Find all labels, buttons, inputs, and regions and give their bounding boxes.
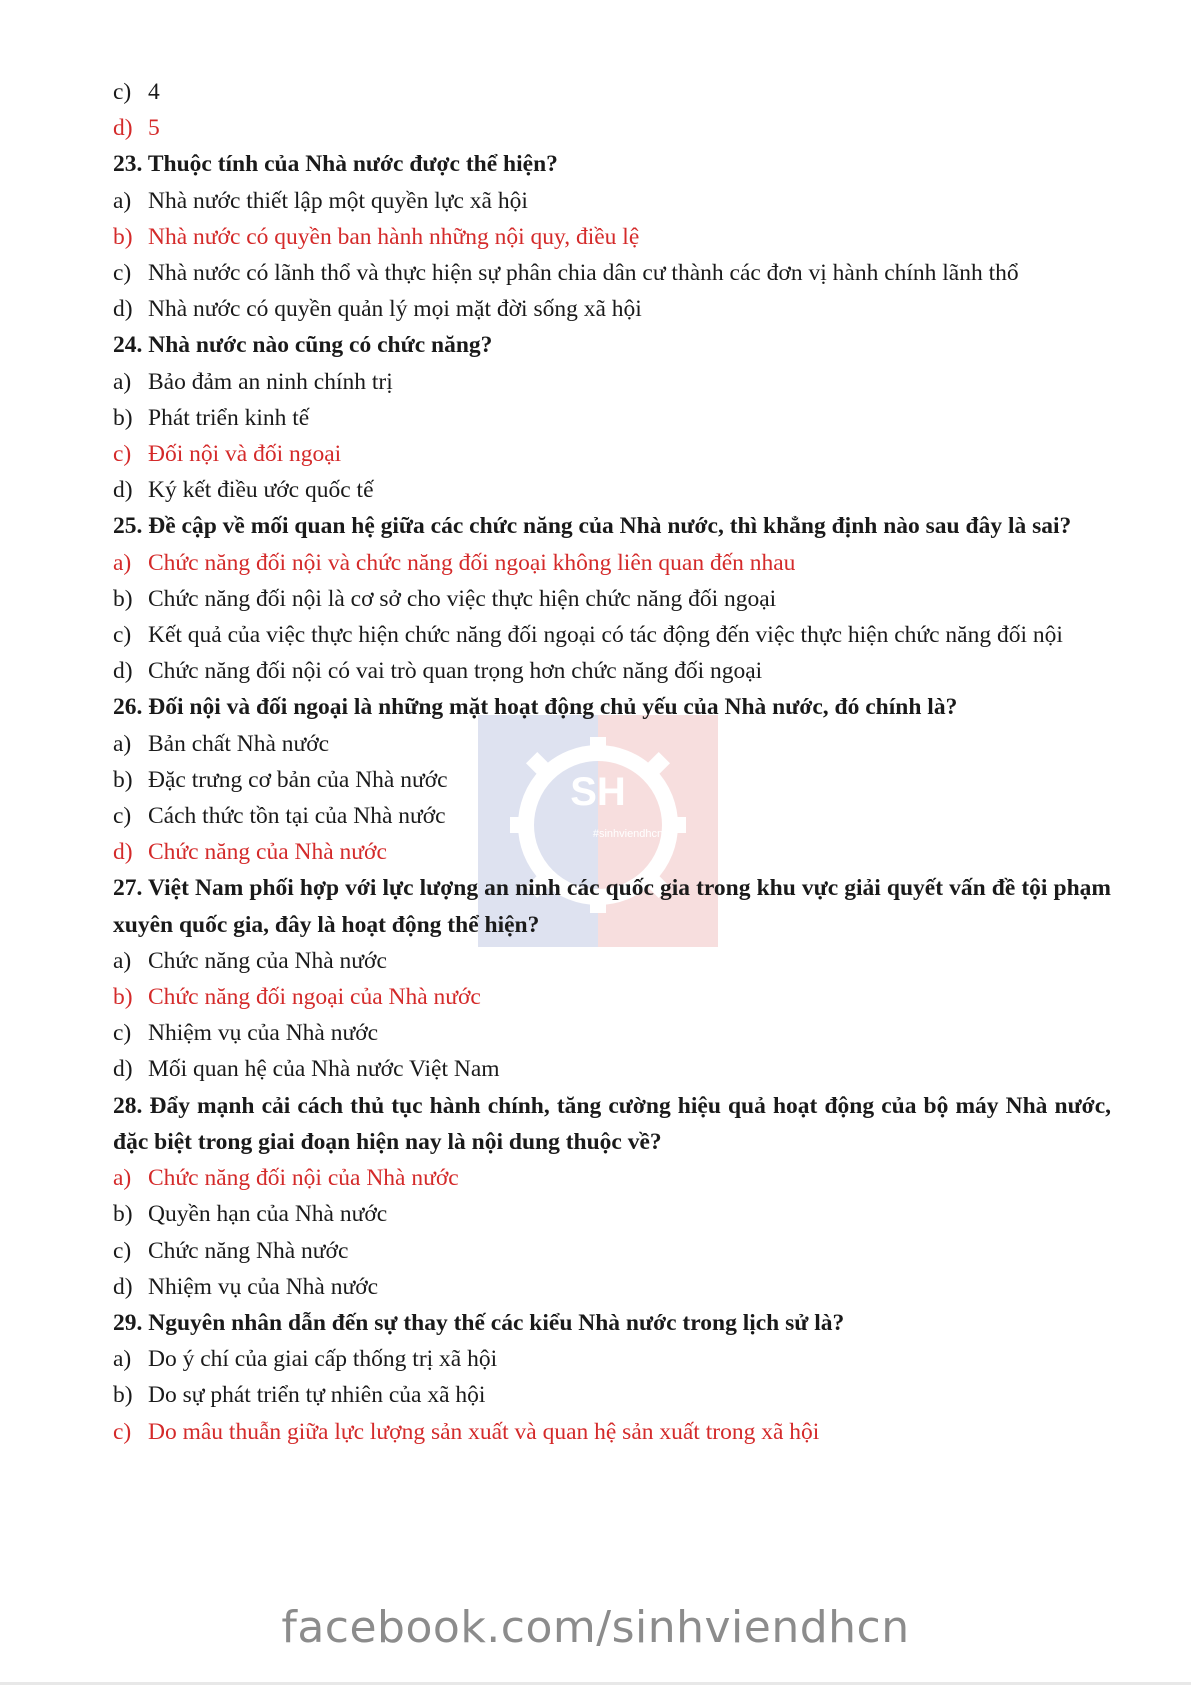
option-text: Mối quan hệ của Nhà nước Việt Nam [148,1056,500,1083]
option-letter: d) [113,115,133,142]
answer-option [113,364,1111,400]
footer-facebook-link[interactable]: facebook.com/sinhviendhcn [281,1602,910,1653]
option-text: Chức năng Nhà nước [148,1237,349,1264]
answer-option [113,653,1111,689]
quiz-content [113,74,1111,1450]
option-letter: a) [113,549,132,576]
answer-option-correct [113,1160,1111,1196]
option-text: Nhà nước có lãnh thổ và thực hiện sự phân chia dân cư thành các đơn vị hành chính lãnh thổ [148,260,1019,287]
option-text: Phát triển kinh tế [148,404,310,431]
option-letter: c) [113,803,132,830]
option-text: Nhà nước có quyền quản lý mọi mặt đời sống xã hội [148,296,642,323]
option-text: Do ý chí của giai cấp thống trị xã hội [148,1346,498,1373]
answer-option-correct [113,834,1111,870]
answer-option-correct [113,545,1111,581]
answer-option [113,1341,1111,1377]
option-text: Nhà nước có quyền ban hành những nội quy, điều lệ [148,223,640,250]
question-heading: 29. Nguyên nhân dẫn đến sự thay thế các kiểu Nhà nước trong lịch sử là? [113,1309,845,1336]
answer-option [113,726,1111,762]
option-letter: a) [113,368,132,395]
answer-option-correct [113,1414,1111,1450]
question-heading: 26. Đối nội và đối ngoại là những mặt hoạt động chủ yếu của Nhà nước, đó chính là? [113,694,958,721]
answer-option [113,1196,1111,1232]
answer-option [113,798,1111,834]
answer-option [113,1015,1111,1051]
option-text: Nhà nước thiết lập một quyền lực xã hội [148,187,528,214]
option-letter: b) [113,585,133,612]
option-text: 4 [148,79,160,105]
option-letter: b) [113,766,133,793]
option-letter: b) [113,404,133,431]
option-text: Chức năng đối nội và chức năng đối ngoại không liên quan đến nhau [148,549,796,576]
answer-option-correct [113,219,1111,255]
answer-option [113,1377,1111,1413]
option-text: Chức năng của Nhà nước [148,839,387,866]
answer-option [113,255,1111,291]
option-text: Đặc trưng cơ bản của Nhà nước [148,766,448,793]
option-letter: c) [113,1020,132,1047]
option-text: 5 [148,115,160,142]
option-text: Chức năng đối nội là cơ sở cho việc thực hiện chức năng đối ngoại [148,585,777,612]
watermark-logo-letters: SH [570,770,626,814]
option-text: Chức năng đối nội của Nhà nước [148,1165,459,1192]
answer-option [113,943,1111,979]
option-letter: d) [113,477,133,504]
answer-option [113,1233,1111,1269]
option-text: Do mâu thuẫn giữa lực lượng sản xuất và quan hệ sản xuất trong xã hội [148,1418,820,1445]
option-letter: a) [113,1165,132,1192]
answer-option [113,1051,1111,1087]
answer-option [113,291,1111,327]
option-letter: c) [113,1418,132,1445]
answer-option [113,74,1111,110]
answer-option [113,581,1111,617]
option-letter: c) [113,260,132,287]
option-letter: c) [113,1237,132,1264]
answer-option [113,617,1111,653]
answer-option-correct [113,979,1111,1015]
option-letter: d) [113,296,133,323]
option-text: Kết quả của việc thực hiện chức năng đối ngoại có tác động đến việc thực hiện chức năng đối nội [148,622,1063,649]
option-letter: a) [113,1346,132,1373]
option-letter: a) [113,187,132,214]
option-letter: b) [113,984,133,1011]
option-text: Cách thức tồn tại của Nhà nước [148,803,446,830]
option-letter: c) [113,622,132,649]
option-text: Nhiệm vụ của Nhà nước [148,1273,379,1300]
option-letter: d) [113,839,133,866]
option-letter: a) [113,947,132,974]
option-letter: c) [113,79,132,105]
answer-option [113,183,1111,219]
question-heading: 27. Việt Nam phối hợp với lực lượng an ninh các quốc gia trong khu vực giải quyết vấn đề tội phạm xuyên quốc gia, đây là hoạt động thể hiện? [113,875,1111,938]
option-text: Bảo đảm an ninh chính trị [148,368,393,395]
answer-option-correct [113,110,1111,146]
option-letter: b) [113,1382,133,1409]
answer-option-correct [113,436,1111,472]
answer-option [113,400,1111,436]
option-text: Chức năng đối ngoại của Nhà nước [148,984,481,1011]
answer-option [113,1269,1111,1305]
option-letter: d) [113,1273,133,1300]
option-letter: d) [113,658,133,685]
option-text: Bản chất Nhà nước [148,730,330,757]
option-text: Chức năng đối nội có vai trò quan trọng hơn chức năng đối ngoại [148,658,763,685]
watermark-handle: #sinhviendhcn [592,828,664,840]
question-heading: 23. Thuộc tính của Nhà nước được thể hiện? [113,151,558,178]
question-heading: 24. Nhà nước nào cũng có chức năng? [113,332,493,359]
answer-option [113,472,1111,508]
option-text: Chức năng của Nhà nước [148,947,387,974]
answer-option [113,762,1111,798]
option-letter: b) [113,223,133,250]
question-heading: 28. Đẩy mạnh cải cách thủ tục hành chính, tăng cường hiệu quả hoạt động của bộ máy Nhà nước, đặc biệt trong giai đoạn hiện nay là nội dung thuộc về? [113,1092,1111,1155]
option-text: Do sự phát triển tự nhiên của xã hội [148,1382,486,1409]
option-letter: c) [113,441,132,468]
option-text: Ký kết điều ước quốc tế [148,477,374,504]
option-text: Quyền hạn của Nhà nước [148,1201,388,1228]
option-text: Nhiệm vụ của Nhà nước [148,1020,379,1047]
option-text: Đối nội và đối ngoại [148,441,342,468]
option-letter: d) [113,1056,133,1083]
question-heading: 25. Đề cập về mối quan hệ giữa các chức năng của Nhà nước, thì khẳng định nào sau đây là sai? [113,513,1072,540]
option-letter: b) [113,1201,133,1228]
option-letter: a) [113,730,132,757]
